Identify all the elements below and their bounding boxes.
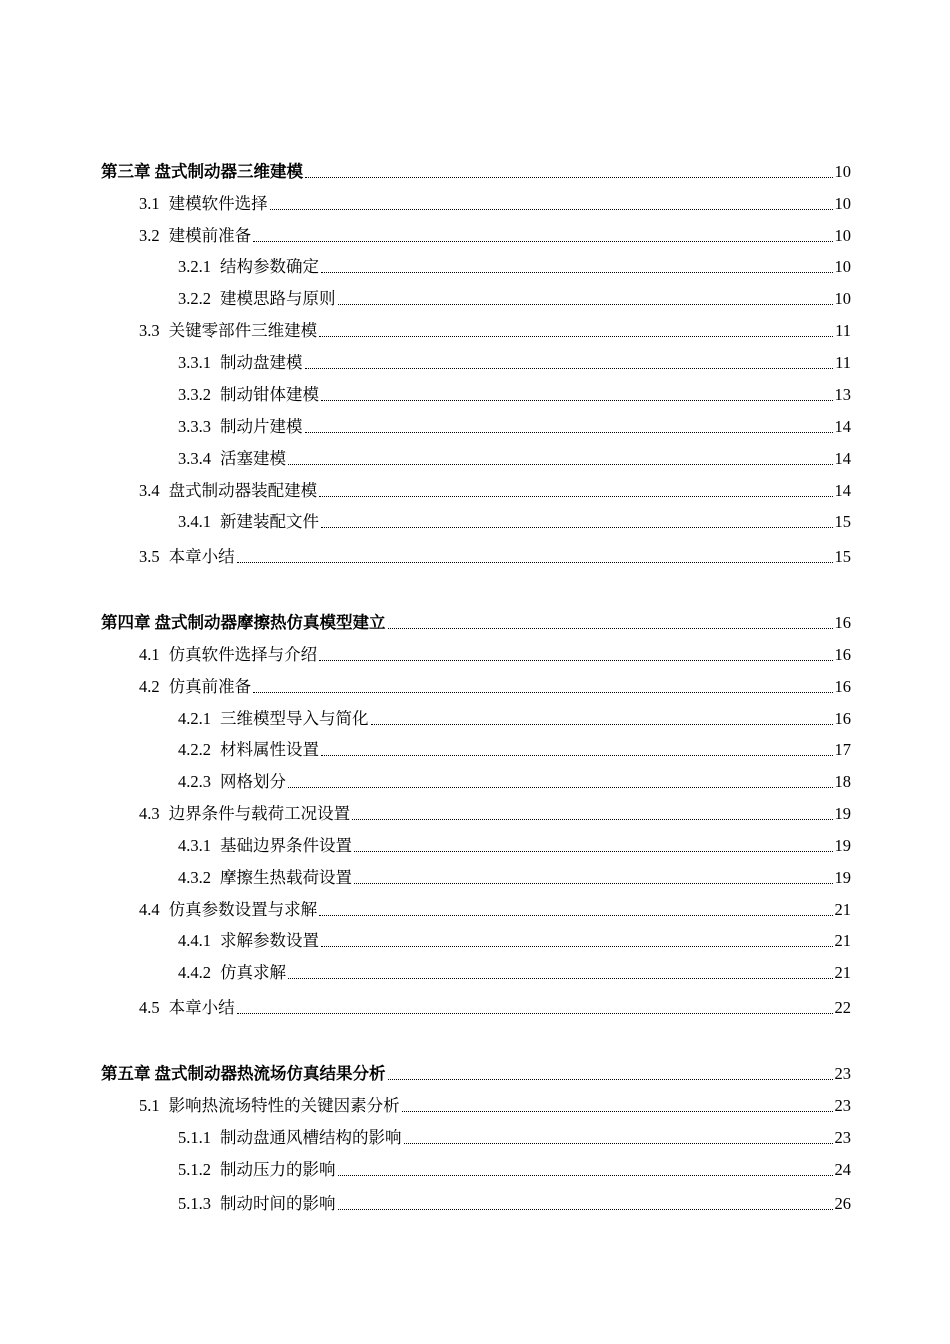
toc-page-number: 21 [834,963,851,982]
toc-page-number: 10 [834,226,851,245]
toc-page-number: 14 [834,481,851,500]
dot-leader [321,946,833,947]
toc-section-number: 第四章 [101,613,151,632]
dot-leader [319,496,832,497]
toc-title: 材料属性设置 [220,740,319,759]
toc-entry-5-1[interactable] [139,1092,851,1116]
toc-title: 仿真前准备 [168,677,252,696]
toc-entry-3-3[interactable] [139,317,851,341]
toc-page-number: 10 [834,257,851,276]
toc-entry-4-2-1[interactable] [178,705,851,729]
toc-section-number: 4.1 [139,645,160,664]
dot-leader [354,883,833,884]
toc-section-number: 3.2.2 [178,289,211,308]
toc-entry-3-2-2[interactable] [178,285,851,309]
dot-leader [319,915,832,916]
dot-leader [319,336,833,337]
toc-entry-5-1-3[interactable] [178,1190,851,1214]
toc-page-number: 15 [834,512,851,531]
toc-section-number: 4.3 [139,804,160,823]
toc-entry-4-3-1[interactable] [178,832,851,856]
toc-page-number: 18 [834,772,851,791]
toc-page-number: 23 [834,1096,851,1115]
toc-page-number: 23 [834,1064,851,1083]
toc-title: 边界条件与载荷工况设置 [168,804,351,823]
toc-entry-3-2-1[interactable] [178,253,851,277]
toc-title: 盘式制动器三维建模 [154,162,303,181]
toc-entry-4-5[interactable] [139,994,851,1018]
dot-leader [321,755,833,756]
toc-page-number: 16 [834,677,851,696]
toc-section-number: 3.1 [139,194,160,213]
dot-leader [319,660,832,661]
toc-entry-3-4-1[interactable] [178,508,851,532]
toc-page-number: 11 [835,353,851,372]
toc-entry-3-2[interactable] [139,222,851,246]
dot-leader [237,1013,833,1014]
toc-title: 本章小结 [168,998,235,1017]
toc-page-number: 19 [834,868,851,887]
dot-leader [388,1079,833,1080]
toc-entry-3-1[interactable] [139,190,851,214]
toc-page-number: 10 [834,289,851,308]
toc-title: 建模思路与原则 [220,289,336,308]
dot-leader [338,1209,833,1210]
toc-title: 盘式制动器装配建模 [168,481,318,500]
toc-page-number: 17 [834,740,851,759]
toc-section-number: 4.2.2 [178,740,211,759]
toc-section-number: 4.2.1 [178,709,211,728]
dot-leader [305,432,833,433]
toc-page-number: 22 [834,998,851,1017]
toc-entry-4-4[interactable] [139,896,851,920]
toc-title: 摩擦生热载荷设置 [220,868,352,887]
toc-page-number: 16 [834,645,851,664]
toc-section-number: 3.3.4 [178,449,211,468]
toc-entry-4-4-1[interactable] [178,927,851,951]
dot-leader [402,1111,833,1112]
toc-page-number: 11 [835,321,851,340]
toc-section-number: 5.1 [139,1096,160,1115]
toc-page-number: 16 [834,613,851,632]
toc-section-number: 3.3.1 [178,353,211,372]
toc-section-number: 3.2 [139,226,160,245]
dot-leader [321,272,833,273]
dot-leader [288,978,833,979]
toc-title: 盘式制动器摩擦热仿真模型建立 [154,613,386,632]
toc-page-number: 23 [834,1128,851,1147]
toc-section-number: 5.1.3 [178,1194,211,1213]
toc-title: 影响热流场特性的关键因素分析 [168,1096,400,1115]
dot-leader [388,628,833,629]
toc-page-number: 14 [834,449,851,468]
toc-title: 制动盘建模 [220,353,303,372]
toc-entry-4-1[interactable] [139,641,851,665]
toc-section-number: 3.4 [139,481,160,500]
dot-leader [253,692,832,693]
toc-page-number: 26 [834,1194,851,1213]
toc-title: 仿真求解 [220,963,286,982]
toc-entry-4-4-2[interactable] [178,959,851,983]
toc-section-number: 4.2.3 [178,772,211,791]
toc-section-number: 3.4.1 [178,512,211,531]
dot-leader [321,527,833,528]
toc-chapter-5[interactable] [101,1060,851,1084]
dot-leader [354,851,833,852]
toc-title: 建模前准备 [168,226,252,245]
toc-section-number: 3.3 [139,321,160,340]
toc-section-number: 5.1.1 [178,1128,211,1147]
toc-section-number: 3.5 [139,547,160,566]
toc-title: 制动盘通风槽结构的影响 [220,1128,402,1147]
toc-section-number: 4.5 [139,998,160,1017]
toc-entry-4-2[interactable] [139,673,851,697]
toc-chapter-4[interactable] [101,609,851,633]
toc-title: 新建装配文件 [220,512,319,531]
toc-section-number: 第五章 [101,1064,151,1083]
dot-leader [305,177,833,178]
toc-entry-4-2-3[interactable] [178,768,851,792]
toc-entry-4-3-2[interactable] [178,864,851,888]
toc-section-number: 3.3.3 [178,417,211,436]
toc-entry-5-1-1[interactable] [178,1124,851,1148]
toc-page-number: 14 [834,417,851,436]
dot-leader [371,724,833,725]
toc-entry-3-3-3[interactable] [178,413,851,437]
toc-title: 求解参数设置 [220,931,319,950]
toc-title: 关键零部件三维建模 [168,321,318,340]
toc-title: 制动时间的影响 [220,1194,336,1213]
toc-title: 制动片建模 [220,417,303,436]
toc-entry-3-3-4[interactable] [178,445,851,469]
toc-title: 三维模型导入与简化 [220,709,369,728]
toc-entry-5-1-2[interactable] [178,1156,851,1180]
dot-leader [352,819,832,820]
toc-section-number: 4.2 [139,677,160,696]
toc-entry-3-3-2[interactable] [178,381,851,405]
toc-page-number: 19 [834,804,851,823]
dot-leader [338,304,833,305]
toc-section-number: 3.3.2 [178,385,211,404]
toc-entry-3-5[interactable] [139,543,851,567]
toc-title: 盘式制动器热流场仿真结果分析 [154,1064,386,1083]
toc-page-number: 16 [834,709,851,728]
toc-page-number: 13 [834,385,851,404]
toc-page-number: 21 [834,900,851,919]
toc-section-number: 4.3.1 [178,836,211,855]
toc-entry-3-4[interactable] [139,477,851,501]
toc-section-number: 3.2.1 [178,257,211,276]
toc-page-number: 21 [834,931,851,950]
toc-title: 仿真软件选择与介绍 [168,645,318,664]
dot-leader [253,241,832,242]
toc-section-number: 4.4.2 [178,963,211,982]
toc-title: 活塞建模 [220,449,286,468]
toc-section-number: 第三章 [101,162,151,181]
toc-section-number: 4.4 [139,900,160,919]
dot-leader [321,400,833,401]
dot-leader [338,1175,833,1176]
toc-page-number: 10 [834,194,851,213]
toc-title: 建模软件选择 [168,194,268,213]
dot-leader [288,787,833,788]
toc-title: 仿真参数设置与求解 [168,900,318,919]
dot-leader [237,562,833,563]
toc-title: 制动压力的影响 [220,1160,336,1179]
toc-title: 本章小结 [168,547,235,566]
toc-page-number: 19 [834,836,851,855]
toc-page-number: 10 [834,162,851,181]
dot-leader [270,209,833,210]
toc-section-number: 4.4.1 [178,931,211,950]
toc-title: 网格划分 [220,772,286,791]
toc-title: 制动钳体建模 [220,385,319,404]
toc-section-number: 4.3.2 [178,868,211,887]
dot-leader [404,1143,833,1144]
toc-section-number: 5.1.2 [178,1160,211,1179]
toc-chapter-3[interactable] [101,158,851,182]
toc-entry-4-2-2[interactable] [178,736,851,760]
dot-leader [305,368,834,369]
toc-title: 基础边界条件设置 [220,836,352,855]
toc-page-number: 15 [834,547,851,566]
toc-entry-3-3-1[interactable] [178,349,851,373]
toc-page-number: 24 [834,1160,851,1179]
dot-leader [288,464,833,465]
toc-entry-4-3[interactable] [139,800,851,824]
toc-title: 结构参数确定 [220,257,319,276]
